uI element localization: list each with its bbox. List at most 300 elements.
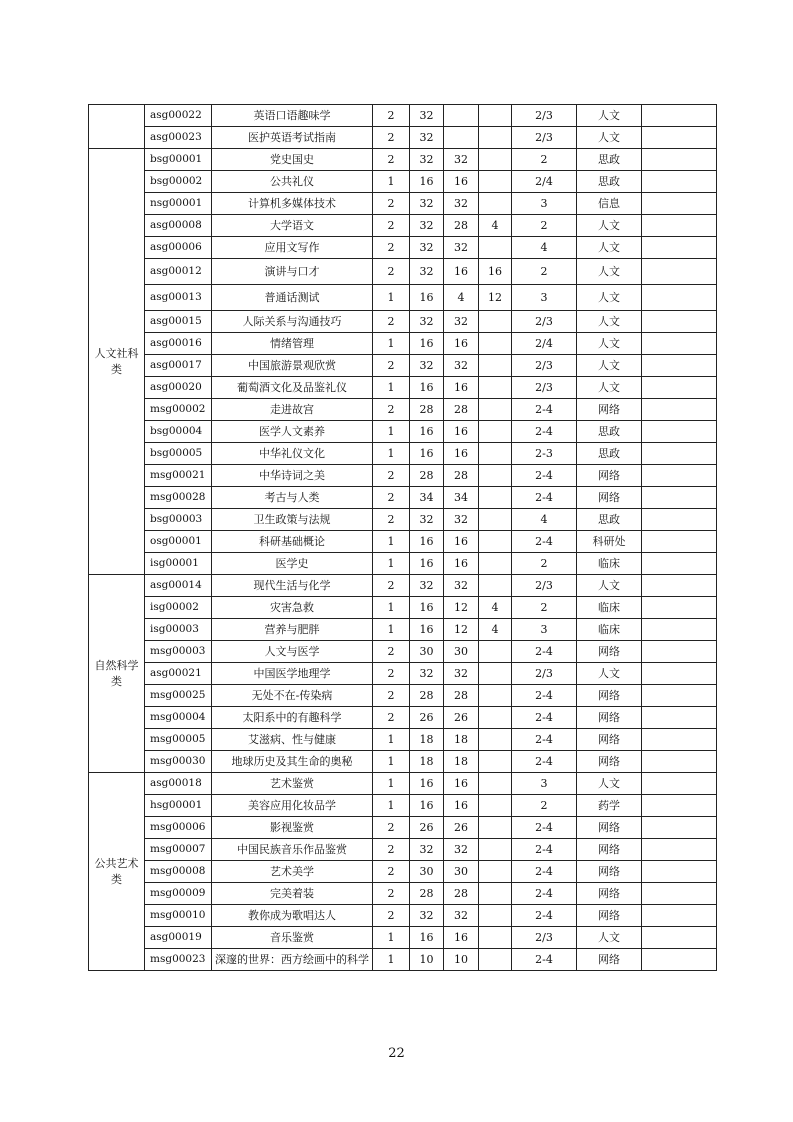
dept-cell: 网络 [577, 817, 642, 839]
code-cell: msg00025 [145, 685, 212, 707]
table-row [89, 905, 717, 927]
notes-cell [642, 927, 717, 949]
semester-cell: 2-4 [512, 531, 577, 553]
code-cell: msg00005 [145, 729, 212, 751]
table-row [89, 531, 717, 553]
notes-cell [642, 839, 717, 861]
notes-cell [642, 663, 717, 685]
hours-cell: 26 [410, 817, 444, 839]
table-row [89, 149, 717, 171]
credits-cell: 1 [373, 171, 410, 193]
hours-cell: 32 [410, 237, 444, 259]
practice-cell [479, 927, 512, 949]
credits-cell: 2 [373, 861, 410, 883]
category-cell: 自然科学类 [89, 575, 145, 773]
name-cell: 灾害急救 [212, 597, 373, 619]
theory-cell: 28 [444, 685, 479, 707]
hours-cell: 32 [410, 193, 444, 215]
theory-cell: 12 [444, 597, 479, 619]
dept-cell: 人文 [577, 927, 642, 949]
notes-cell [642, 487, 717, 509]
practice-cell [479, 149, 512, 171]
theory-cell: 32 [444, 663, 479, 685]
dept-cell: 思政 [577, 421, 642, 443]
name-cell: 艾滋病、性与健康 [212, 729, 373, 751]
notes-cell [642, 509, 717, 531]
notes-cell [642, 399, 717, 421]
theory-cell: 28 [444, 883, 479, 905]
theory-cell: 32 [444, 905, 479, 927]
hours-cell: 16 [410, 171, 444, 193]
credits-cell: 2 [373, 311, 410, 333]
dept-cell: 人文 [577, 355, 642, 377]
code-cell: asg00021 [145, 663, 212, 685]
dept-cell: 网络 [577, 465, 642, 487]
semester-cell: 2-4 [512, 421, 577, 443]
hours-cell: 16 [410, 333, 444, 355]
credits-cell: 1 [373, 729, 410, 751]
dept-cell: 人文 [577, 311, 642, 333]
semester-cell: 2/3 [512, 377, 577, 399]
credits-cell: 1 [373, 443, 410, 465]
hours-cell: 32 [410, 105, 444, 127]
semester-cell: 3 [512, 773, 577, 795]
practice-cell [479, 443, 512, 465]
code-cell: msg00008 [145, 861, 212, 883]
name-cell: 葡萄酒文化及品鉴礼仪 [212, 377, 373, 399]
credits-cell: 2 [373, 127, 410, 149]
name-cell: 普通话测试 [212, 285, 373, 311]
category-cell: 人文社科类 [89, 149, 145, 575]
table-row [89, 355, 717, 377]
practice-cell: 4 [479, 597, 512, 619]
hours-cell: 16 [410, 773, 444, 795]
notes-cell [642, 285, 717, 311]
table-row [89, 685, 717, 707]
notes-cell [642, 421, 717, 443]
semester-cell: 3 [512, 619, 577, 641]
hours-cell: 18 [410, 729, 444, 751]
hours-cell: 16 [410, 531, 444, 553]
dept-cell: 科研处 [577, 531, 642, 553]
practice-cell [479, 171, 512, 193]
code-cell: msg00009 [145, 883, 212, 905]
code-cell: nsg00001 [145, 193, 212, 215]
code-cell: msg00010 [145, 905, 212, 927]
code-cell: asg00022 [145, 105, 212, 127]
table-row [89, 883, 717, 905]
dept-cell: 人文 [577, 575, 642, 597]
credits-cell: 1 [373, 597, 410, 619]
practice-cell [479, 729, 512, 751]
notes-cell [642, 641, 717, 663]
dept-cell: 人文 [577, 773, 642, 795]
practice-cell [479, 311, 512, 333]
credits-cell: 2 [373, 685, 410, 707]
code-cell: bsg00005 [145, 443, 212, 465]
theory-cell: 28 [444, 399, 479, 421]
semester-cell: 2/4 [512, 171, 577, 193]
credits-cell: 1 [373, 285, 410, 311]
hours-cell: 16 [410, 795, 444, 817]
theory-cell: 32 [444, 311, 479, 333]
practice-cell [479, 839, 512, 861]
code-cell: bsg00003 [145, 509, 212, 531]
table-row [89, 105, 717, 127]
name-cell: 卫生政策与法规 [212, 509, 373, 531]
code-cell: isg00003 [145, 619, 212, 641]
table-row [89, 259, 717, 285]
hours-cell: 32 [410, 127, 444, 149]
credits-cell: 2 [373, 817, 410, 839]
category-cell [89, 105, 145, 149]
semester-cell: 2-4 [512, 883, 577, 905]
notes-cell [642, 377, 717, 399]
credits-cell: 2 [373, 707, 410, 729]
semester-cell: 4 [512, 237, 577, 259]
table-row [89, 575, 717, 597]
notes-cell [642, 597, 717, 619]
practice-cell [479, 465, 512, 487]
table-row [89, 443, 717, 465]
name-cell: 演讲与口才 [212, 259, 373, 285]
table-row [89, 399, 717, 421]
table-row [89, 861, 717, 883]
table-row [89, 311, 717, 333]
credits-cell: 2 [373, 237, 410, 259]
code-cell: msg00004 [145, 707, 212, 729]
table-row [89, 751, 717, 773]
hours-cell: 10 [410, 949, 444, 971]
hours-cell: 16 [410, 553, 444, 575]
name-cell: 中华诗词之美 [212, 465, 373, 487]
practice-cell [479, 355, 512, 377]
credits-cell: 2 [373, 149, 410, 171]
notes-cell [642, 707, 717, 729]
dept-cell: 人文 [577, 259, 642, 285]
hours-cell: 16 [410, 377, 444, 399]
practice-cell [479, 553, 512, 575]
hours-cell: 16 [410, 597, 444, 619]
practice-cell [479, 861, 512, 883]
table-row [89, 619, 717, 641]
dept-cell: 网络 [577, 685, 642, 707]
category-cell: 公共艺术类 [89, 773, 145, 971]
code-cell: msg00023 [145, 949, 212, 971]
dept-cell: 网络 [577, 729, 642, 751]
semester-cell: 3 [512, 285, 577, 311]
name-cell: 美容应用化妆品学 [212, 795, 373, 817]
name-cell: 现代生活与化学 [212, 575, 373, 597]
code-cell: asg00020 [145, 377, 212, 399]
name-cell: 计算机多媒体技术 [212, 193, 373, 215]
credits-cell: 2 [373, 215, 410, 237]
semester-cell: 2/4 [512, 333, 577, 355]
practice-cell [479, 641, 512, 663]
hours-cell: 28 [410, 399, 444, 421]
credits-cell: 2 [373, 193, 410, 215]
hours-cell: 32 [410, 663, 444, 685]
table-row [89, 193, 717, 215]
theory-cell: 34 [444, 487, 479, 509]
dept-cell: 网络 [577, 839, 642, 861]
notes-cell [642, 149, 717, 171]
practice-cell [479, 531, 512, 553]
dept-cell: 思政 [577, 443, 642, 465]
code-cell: asg00014 [145, 575, 212, 597]
theory-cell: 26 [444, 817, 479, 839]
theory-cell: 28 [444, 215, 479, 237]
name-cell: 英语口语趣味学 [212, 105, 373, 127]
credits-cell: 1 [373, 949, 410, 971]
theory-cell: 32 [444, 509, 479, 531]
table-row [89, 927, 717, 949]
hours-cell: 32 [410, 215, 444, 237]
semester-cell: 2-4 [512, 399, 577, 421]
notes-cell [642, 575, 717, 597]
hours-cell: 26 [410, 707, 444, 729]
hours-cell: 16 [410, 443, 444, 465]
credits-cell: 2 [373, 641, 410, 663]
table-row [89, 729, 717, 751]
notes-cell [642, 883, 717, 905]
dept-cell: 信息 [577, 193, 642, 215]
hours-cell: 32 [410, 355, 444, 377]
semester-cell: 2-4 [512, 905, 577, 927]
semester-cell: 2 [512, 795, 577, 817]
theory-cell: 32 [444, 193, 479, 215]
page-number: 22 [388, 1046, 405, 1061]
semester-cell: 2/3 [512, 663, 577, 685]
dept-cell: 网络 [577, 487, 642, 509]
hours-cell: 30 [410, 861, 444, 883]
theory-cell: 16 [444, 553, 479, 575]
theory-cell: 16 [444, 773, 479, 795]
notes-cell [642, 333, 717, 355]
semester-cell: 2-4 [512, 949, 577, 971]
theory-cell [444, 105, 479, 127]
code-cell: bsg00002 [145, 171, 212, 193]
credits-cell: 2 [373, 509, 410, 531]
practice-cell: 4 [479, 215, 512, 237]
code-cell: bsg00001 [145, 149, 212, 171]
code-cell: msg00021 [145, 465, 212, 487]
hours-cell: 32 [410, 311, 444, 333]
dept-cell: 网络 [577, 707, 642, 729]
table-row [89, 127, 717, 149]
credits-cell: 1 [373, 377, 410, 399]
hours-cell: 28 [410, 465, 444, 487]
name-cell: 艺术美学 [212, 861, 373, 883]
dept-cell: 人文 [577, 333, 642, 355]
hours-cell: 32 [410, 839, 444, 861]
practice-cell [479, 105, 512, 127]
practice-cell: 4 [479, 619, 512, 641]
hours-cell: 32 [410, 509, 444, 531]
hours-cell: 32 [410, 149, 444, 171]
code-cell: asg00013 [145, 285, 212, 311]
practice-cell [479, 421, 512, 443]
credits-cell: 1 [373, 927, 410, 949]
practice-cell [479, 773, 512, 795]
code-cell: msg00028 [145, 487, 212, 509]
name-cell: 深邃的世界：西方绘画中的科学 [212, 949, 373, 971]
table-row [89, 333, 717, 355]
practice-cell [479, 377, 512, 399]
name-cell: 人文与医学 [212, 641, 373, 663]
practice-cell [479, 751, 512, 773]
semester-cell: 2/3 [512, 927, 577, 949]
name-cell: 情绪管理 [212, 333, 373, 355]
practice-cell: 16 [479, 259, 512, 285]
dept-cell: 人文 [577, 285, 642, 311]
dept-cell: 网络 [577, 883, 642, 905]
credits-cell: 2 [373, 355, 410, 377]
notes-cell [642, 905, 717, 927]
credits-cell: 1 [373, 773, 410, 795]
semester-cell: 2-4 [512, 751, 577, 773]
theory-cell: 16 [444, 531, 479, 553]
table-row [89, 465, 717, 487]
practice-cell [479, 905, 512, 927]
theory-cell: 26 [444, 707, 479, 729]
dept-cell: 人文 [577, 215, 642, 237]
notes-cell [642, 311, 717, 333]
hours-cell: 34 [410, 487, 444, 509]
code-cell: bsg00004 [145, 421, 212, 443]
code-cell: isg00001 [145, 553, 212, 575]
dept-cell: 网络 [577, 861, 642, 883]
credits-cell: 1 [373, 751, 410, 773]
credits-cell: 2 [373, 883, 410, 905]
table-row [89, 237, 717, 259]
dept-cell: 人文 [577, 105, 642, 127]
practice-cell [479, 707, 512, 729]
notes-cell [642, 729, 717, 751]
credits-cell: 1 [373, 553, 410, 575]
notes-cell [642, 193, 717, 215]
hours-cell: 16 [410, 421, 444, 443]
name-cell: 完美着装 [212, 883, 373, 905]
table-row [89, 487, 717, 509]
semester-cell: 4 [512, 509, 577, 531]
semester-cell: 2-4 [512, 487, 577, 509]
table-row [89, 509, 717, 531]
theory-cell: 18 [444, 729, 479, 751]
table-row [89, 171, 717, 193]
code-cell: msg00002 [145, 399, 212, 421]
semester-cell: 2/3 [512, 105, 577, 127]
theory-cell: 16 [444, 377, 479, 399]
practice-cell [479, 127, 512, 149]
notes-cell [642, 443, 717, 465]
name-cell: 医学史 [212, 553, 373, 575]
name-cell: 医护英语考试指南 [212, 127, 373, 149]
hours-cell: 16 [410, 285, 444, 311]
hours-cell: 32 [410, 575, 444, 597]
credits-cell: 1 [373, 531, 410, 553]
name-cell: 太阳系中的有趣科学 [212, 707, 373, 729]
dept-cell: 网络 [577, 641, 642, 663]
notes-cell [642, 127, 717, 149]
theory-cell [444, 127, 479, 149]
theory-cell: 10 [444, 949, 479, 971]
code-cell: msg00003 [145, 641, 212, 663]
notes-cell [642, 215, 717, 237]
theory-cell: 32 [444, 839, 479, 861]
semester-cell: 2 [512, 597, 577, 619]
semester-cell: 2 [512, 553, 577, 575]
code-cell: osg00001 [145, 531, 212, 553]
code-cell: asg00016 [145, 333, 212, 355]
theory-cell: 4 [444, 285, 479, 311]
notes-cell [642, 355, 717, 377]
semester-cell: 2-4 [512, 685, 577, 707]
notes-cell [642, 105, 717, 127]
practice-cell [479, 685, 512, 707]
practice-cell [479, 193, 512, 215]
notes-cell [642, 685, 717, 707]
semester-cell: 2-4 [512, 839, 577, 861]
dept-cell: 思政 [577, 171, 642, 193]
notes-cell [642, 949, 717, 971]
name-cell: 中国民族音乐作品鉴赏 [212, 839, 373, 861]
notes-cell [642, 531, 717, 553]
name-cell: 应用文写作 [212, 237, 373, 259]
dept-cell: 药学 [577, 795, 642, 817]
semester-cell: 2-4 [512, 817, 577, 839]
hours-cell: 32 [410, 905, 444, 927]
dept-cell: 临床 [577, 619, 642, 641]
name-cell: 科研基础概论 [212, 531, 373, 553]
code-cell: asg00012 [145, 259, 212, 285]
semester-cell: 2 [512, 259, 577, 285]
practice-cell [479, 949, 512, 971]
semester-cell: 2-3 [512, 443, 577, 465]
dept-cell: 临床 [577, 553, 642, 575]
notes-cell [642, 773, 717, 795]
name-cell: 营养与肥胖 [212, 619, 373, 641]
notes-cell [642, 795, 717, 817]
semester-cell: 2 [512, 215, 577, 237]
practice-cell [479, 487, 512, 509]
theory-cell: 16 [444, 333, 479, 355]
name-cell: 大学语文 [212, 215, 373, 237]
practice-cell [479, 333, 512, 355]
table-row [89, 795, 717, 817]
hours-cell: 16 [410, 619, 444, 641]
semester-cell: 3 [512, 193, 577, 215]
name-cell: 中国旅游景观欣赏 [212, 355, 373, 377]
table-row [89, 663, 717, 685]
hours-cell: 32 [410, 259, 444, 285]
practice-cell [479, 817, 512, 839]
dept-cell: 人文 [577, 127, 642, 149]
semester-cell: 2/3 [512, 127, 577, 149]
notes-cell [642, 465, 717, 487]
credits-cell: 2 [373, 465, 410, 487]
theory-cell: 18 [444, 751, 479, 773]
theory-cell: 32 [444, 355, 479, 377]
notes-cell [642, 619, 717, 641]
name-cell: 人际关系与沟通技巧 [212, 311, 373, 333]
name-cell: 医学人文素养 [212, 421, 373, 443]
table-body [89, 105, 717, 971]
code-cell: asg00017 [145, 355, 212, 377]
dept-cell: 人文 [577, 377, 642, 399]
table-row [89, 949, 717, 971]
credits-cell: 2 [373, 839, 410, 861]
